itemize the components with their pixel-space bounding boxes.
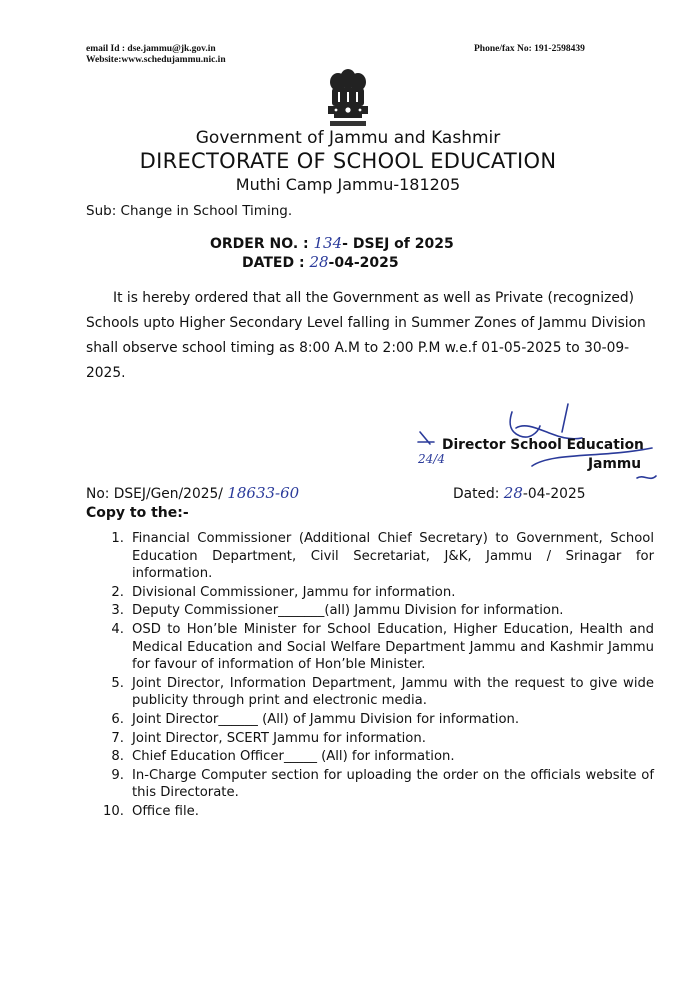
copy-to-item bbox=[98, 767, 654, 802]
order-label: ORDER NO. : bbox=[210, 236, 309, 252]
reference-dated-suffix: -04-2025 bbox=[522, 486, 586, 502]
copy-to-item bbox=[98, 730, 654, 748]
body-line-3: shall observe school timing as 8:00 A.M to 2:00 P.M w.e.f 01-05-2025 to 30-09- bbox=[86, 340, 630, 356]
phone-line: Phone/fax No: 191-2598439 bbox=[474, 44, 585, 54]
copy-to-item-text: Joint Director, Information Department, Jammu with the request to give wide publicity through print and electronic media. bbox=[132, 675, 654, 709]
body-line-1: It is hereby ordered that all the Government as well as Private (recognized) bbox=[113, 290, 634, 306]
reference-number-line bbox=[86, 484, 299, 502]
copy-to-item-number: 2. bbox=[111, 584, 124, 600]
email-line: email Id : dse.jammu@jk.gov.in bbox=[86, 44, 216, 54]
copy-to-item-number: 4. bbox=[111, 621, 124, 637]
copy-to-item-number: 5. bbox=[111, 675, 124, 691]
copy-to-item bbox=[98, 803, 654, 821]
copy-to-item bbox=[98, 584, 654, 602]
copy-to-item bbox=[98, 711, 654, 729]
copy-to-item bbox=[98, 675, 654, 710]
signatory-title: Director School Education bbox=[442, 437, 644, 453]
copy-to-item-number: 3. bbox=[111, 603, 124, 619]
reference-dated-label: Dated: bbox=[453, 486, 500, 502]
copy-to-item-text: OSD to Hon’ble Minister for School Education, Higher Education, Health and Medical Education and Social Welfare Department Jammu and Kashmir Jammu for favour of information of Hon’ble Minister. bbox=[132, 621, 654, 673]
copy-to-heading: Copy to the:- bbox=[86, 505, 189, 521]
copy-to-item-number: 6. bbox=[111, 711, 124, 727]
website-line: Website:www.schedujammu.nic.in bbox=[86, 55, 226, 65]
dated-label: DATED : bbox=[242, 255, 305, 271]
reference-number-handwritten: 18633-60 bbox=[227, 484, 300, 502]
reference-number-label: No: DSEJ/Gen/2025/ bbox=[86, 486, 223, 502]
reference-dated-handwritten: 28 bbox=[503, 484, 523, 502]
order-suffix: - DSEJ of 2025 bbox=[342, 236, 454, 252]
state-emblem-icon bbox=[320, 66, 376, 130]
copy-to-item-text: Divisional Commissioner, Jammu for information. bbox=[132, 584, 456, 600]
signatory-location: Jammu bbox=[588, 456, 642, 472]
order-number-line bbox=[210, 234, 454, 252]
copy-to-item-text: Office file. bbox=[132, 803, 199, 819]
body-line-4: 2025. bbox=[86, 365, 126, 381]
copy-to-item-number: 9. bbox=[111, 767, 124, 783]
body-line-2: Schools upto Higher Secondary Level falling in Summer Zones of Jammu Division bbox=[86, 315, 646, 331]
reference-dated-line bbox=[453, 484, 586, 502]
copy-to-item-number: 1. bbox=[111, 531, 124, 546]
directorate-name: DIRECTORATE OF SCHOOL EDUCATION bbox=[139, 149, 557, 173]
copy-to-item-text: In-Charge Computer section for uploading the order on the officials website of this Directorate. bbox=[132, 767, 654, 801]
subject-line: Sub: Change in School Timing. bbox=[86, 203, 293, 219]
signature-initial-handwritten: 24/4 bbox=[418, 452, 445, 466]
order-number-handwritten: 134 bbox=[313, 234, 343, 252]
dated-handwritten: 28 bbox=[309, 253, 329, 271]
copy-to-item-text: Joint Director, SCERT Jammu for information. bbox=[132, 730, 426, 746]
copy-to-item bbox=[98, 530, 654, 583]
copy-to-item-text: Financial Commissioner (Additional Chief Secretary) to Government, School Education Department, Civil Secretariat, J&K, Jammu / Srinagar for information. bbox=[132, 531, 654, 582]
copy-to-item-text: Chief Education Officer_____ (All) for information. bbox=[132, 749, 455, 765]
copy-to-item-text: Deputy Commissioner_______(all) Jammu Division for information. bbox=[132, 603, 564, 619]
dated-suffix: -04-2025 bbox=[328, 255, 399, 271]
order-dated-line bbox=[242, 253, 399, 271]
copy-to-list bbox=[98, 530, 654, 822]
copy-to-item-number: 10. bbox=[103, 803, 124, 819]
copy-to-item-number: 8. bbox=[111, 749, 124, 765]
copy-to-item bbox=[98, 748, 654, 766]
government-name: Government of Jammu and Kashmir bbox=[195, 128, 501, 148]
copy-to-item-number: 7. bbox=[111, 730, 124, 746]
copy-to-item bbox=[98, 621, 654, 674]
copy-to-item-text: Joint Director______ (All) of Jammu Division for information. bbox=[132, 711, 520, 727]
directorate-address: Muthi Camp Jammu-181205 bbox=[235, 175, 461, 194]
copy-to-item bbox=[98, 602, 654, 620]
